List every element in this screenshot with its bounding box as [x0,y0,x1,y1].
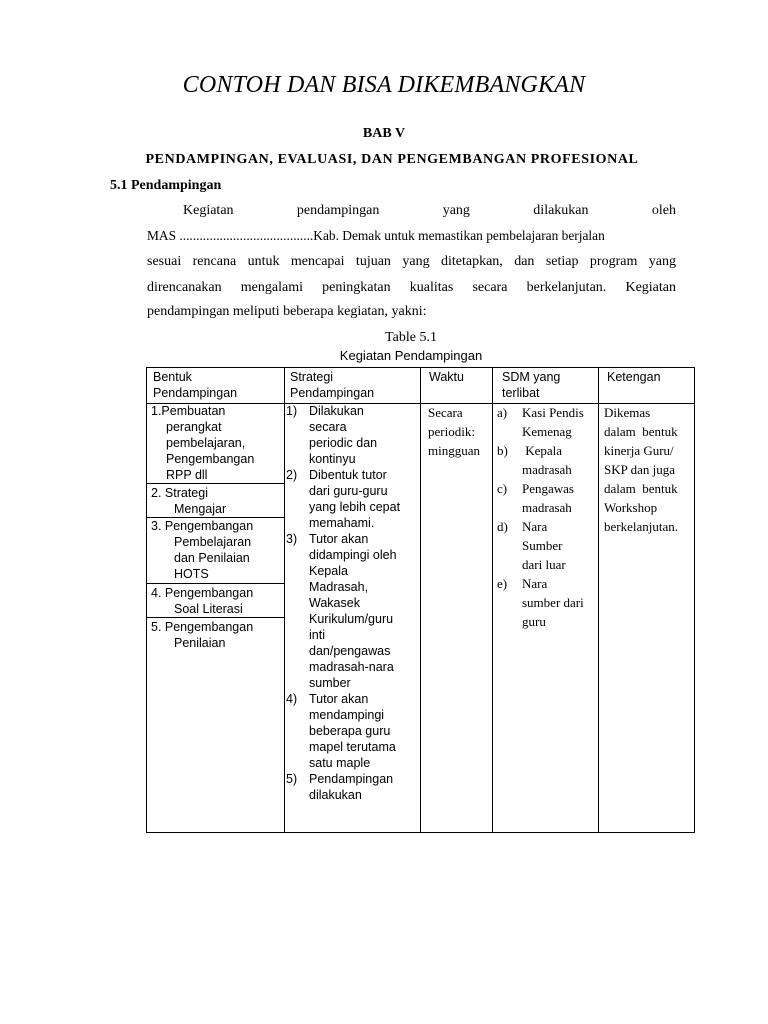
strategi-line: dari guru-guru [309,484,388,498]
bentuk-item-5 [151,619,283,651]
header-keterangan [607,369,693,385]
column-divider [420,368,421,832]
sdm-line: Pengawas [522,481,574,496]
sdm-line: madrasah [522,462,572,477]
sdm-cell [497,403,597,631]
paragraph-line: direncanakan mengalami peningkatan kualitas secara berkelanjutan. Kegiatan [147,280,676,295]
header-line: Pendampingan [153,386,238,400]
strategi-line: Pendampingan [309,772,394,786]
strategi-line: beberapa guru [309,724,391,738]
strategi-line: dilakukan [309,788,362,802]
sdm-list [497,403,597,631]
strategi-item-3 [286,531,419,691]
strategi-line: satu maple [309,756,371,770]
bentuk-line: perangkat [166,420,222,434]
strategi-line: mapel terutama [309,740,396,754]
section-heading: 5.1 Pendampingan [110,178,222,193]
strategi-line: Tutor akan [309,692,369,706]
keterangan-line: dalam bentuk [604,481,678,496]
bentuk-line: dan Penilaian [174,551,250,565]
paragraph-line: pendampingan meliputi beberapa kegiatan, yakni: [147,304,427,319]
strategi-item-4 [286,691,419,771]
sdm-line: Nara [522,519,548,534]
sdm-line: sumber dari [522,595,584,610]
strategi-line: periodic dan [309,436,378,450]
waktu-line: Secara [428,405,463,420]
strategi-line: dan/pengawas [309,644,391,658]
table-title: Kegiatan Pendampingan [339,348,483,363]
bentuk-line: pembelajaran, [166,436,246,450]
header-line: Pendampingan [290,386,375,400]
strategi-line: Madrasah, [309,580,369,594]
paragraph-line: Kegiatan pendampingan yang dilakukan oleh [183,203,676,218]
paragraph-line: sesuai rencana untuk mencapai tujuan yang ditetapkan, dan setiap program yang [147,254,676,269]
column-divider [598,368,599,832]
item-number: 1) [286,404,298,418]
sdm-item-d [497,517,597,574]
strategi-line: kontinyu [309,452,356,466]
item-number: 3) [286,532,298,546]
bentuk-line: Pembelajaran [174,535,252,549]
bentuk-item-3 [151,518,283,582]
bentuk-item-2 [151,485,283,517]
header-strategi [290,369,418,401]
sdm-line: madrasah [522,500,572,515]
row-divider [147,483,284,484]
item-number: 4) [286,692,298,706]
header-line: SDM yang [502,370,561,384]
bentuk-line: RPP dll [166,468,208,482]
keterangan-line: Dikemas [604,405,651,420]
keterangan-line: Workshop [604,500,658,515]
item-number: e) [497,576,508,591]
keterangan-line: kinerja Guru/ [604,443,674,458]
item-number: d) [497,519,508,534]
sdm-item-c [497,479,597,517]
strategi-item-5 [286,771,419,803]
pendampingan-table [146,367,695,833]
bentuk-line: Pengembangan [166,452,255,466]
item-number: a) [497,405,508,420]
strategi-line: Kepala [309,564,348,578]
keterangan-cell [604,403,696,536]
keterangan-line: SKP dan juga [604,462,676,477]
strategi-line: didampingi oleh [309,548,397,562]
row-divider [147,617,284,618]
keterangan-line: berkelanjutan. [604,519,678,534]
table-caption: Table 5.1 [385,330,437,345]
sdm-item-a [497,403,597,441]
keterangan-line: dalam bentuk [604,424,678,439]
sdm-line: Kepala [522,443,563,458]
header-waktu [429,369,489,385]
item-number: 2) [286,468,298,482]
column-divider [492,368,493,832]
sdm-line: dari luar [522,557,566,572]
bentuk-line: Soal Literasi [174,602,243,616]
sdm-line: Kemenag [522,424,572,439]
column-divider [284,368,285,832]
sdm-line: Nara [522,576,548,591]
header-sdm [502,369,596,401]
strategi-line: inti [309,628,325,642]
spacer [147,403,148,404]
strategi-line: sumber [309,676,351,690]
row-divider [147,583,284,584]
header-line: Ketengan [607,370,661,384]
sdm-item-e [497,574,597,631]
bentuk-line: 2. Strategi [151,486,208,500]
header-line: terlibat [502,386,540,400]
sdm-line: Kasi Pendis [522,405,584,420]
sdm-line: Sumber [522,538,563,553]
bentuk-line: 5. Pengembangan [151,620,254,634]
waktu-line: periodik: [428,424,475,439]
strategi-cell [286,403,419,803]
waktu-cell [428,403,492,460]
paragraph-line: MAS ........................................Kab. Demak untuk memastikan pembelajaran berjalan [147,228,605,243]
header-bentuk [153,369,281,401]
bentuk-line: HOTS [174,567,209,581]
bentuk-line: 4. Pengembangan [151,586,254,600]
bentuk-item-4 [151,585,283,617]
chapter-label: BAB V [362,126,406,141]
header-line: Waktu [429,370,464,384]
header-line: Strategi [290,370,334,384]
item-number: b) [497,443,508,458]
banner-title: CONTOH DAN BISA DIKEMBANGKAN [182,72,586,98]
strategi-line: madrasah-nara [309,660,394,674]
waktu-line: mingguan [428,443,480,458]
bentuk-item-1 [151,403,283,483]
bentuk-line: 1.Pembuatan [151,404,226,418]
bentuk-line: Mengajar [174,502,227,516]
strategi-line: memahami. [309,516,375,530]
strategi-line: Wakasek [309,596,360,610]
strategi-list [286,403,419,803]
strategi-line: mendampingi [309,708,385,722]
sdm-item-b [497,441,597,479]
strategi-line: Kurikulum/guru [309,612,394,626]
item-number: 5) [286,772,298,786]
sdm-line: guru [522,614,546,629]
strategi-line: yang lebih cepat [309,500,401,514]
chapter-title: PENDAMPINGAN, EVALUASI, DAN PENGEMBANGAN PROFESIONAL [145,152,639,167]
header-line: Bentuk [153,370,192,384]
strategi-line: secara [309,420,347,434]
strategi-line: Tutor akan [309,532,369,546]
strategi-line: Dibentuk tutor [309,468,387,482]
strategi-item-1 [286,403,419,467]
bentuk-line: Penilaian [174,636,226,650]
strategi-item-2 [286,467,419,531]
item-number: c) [497,481,508,496]
strategi-line: Dilakukan [309,404,364,418]
bentuk-line: 3. Pengembangan [151,519,254,533]
